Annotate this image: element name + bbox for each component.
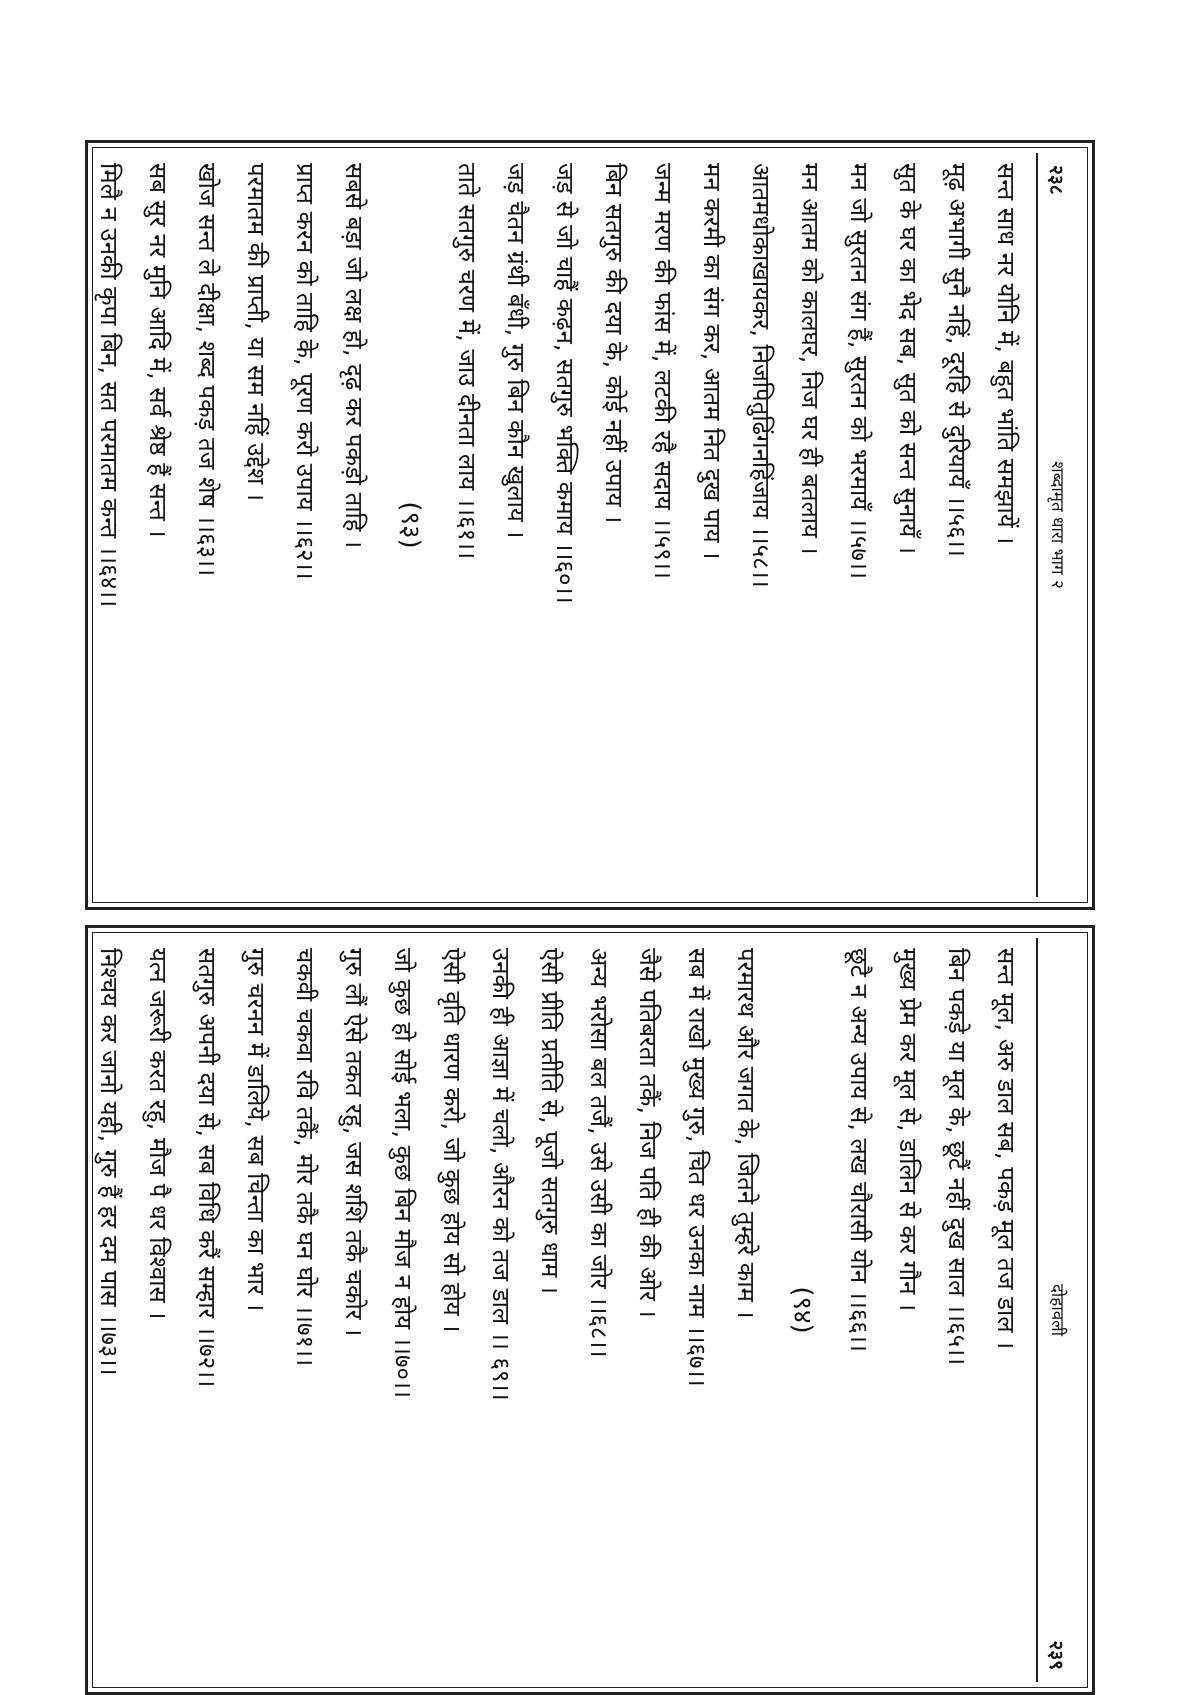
verse-line: मूढ़ अभागी सुनै नहिं, दूरहि से दुरियायँ ।।५६।। — [943, 163, 971, 557]
section-number: (९३) — [395, 501, 425, 549]
verse-line: छूटै न अन्य उपाय से, लख चौरासी योन ।।६६।। — [845, 948, 873, 1353]
verse-line: ऐसी प्रीति प्रतीति से, पूजो सतगुरु धाम । — [536, 948, 564, 1295]
page-header — [1036, 153, 1082, 897]
verse-line: सतगुरु अपनी दया से, सब विधि करैं सम्हार ।।७२।। — [193, 948, 221, 1388]
verse-line: जो कुछ हो सोई भला, कुछ बिन मौज न होय ।।७०।। — [389, 948, 417, 1399]
verse-body — [84, 157, 1030, 893]
page-number: २३९ — [1045, 1640, 1067, 1670]
verse-line: मन जो सुरतन संग हैं, सुरतन को भरमायँ ।।५७।। — [845, 163, 873, 580]
verse-line: सन्त साध नर योनि में, बहुत भांति समझायें । — [992, 163, 1020, 545]
verse-line: सबसे बड़ा जो लक्ष हो, दृढ़ कर पकड़ो ताहि । — [340, 163, 368, 549]
page-header — [1036, 938, 1082, 1682]
section-number: (९४) — [787, 1286, 817, 1334]
verse-line: सब सुर नर मुनि आदि में, सर्व श्रेष्ठ हैं सन्त । — [144, 163, 172, 538]
verse-line: परमातम की प्राप्ती, या सम नहिं उद्देश । — [242, 163, 270, 502]
verse-body — [84, 942, 1030, 1678]
verse-line: जन्म मरण की फांस में, लटकी रहै सदाय ।।५९।। — [649, 163, 677, 579]
verse-line: यत्न जरूरी करत रहु, मौज पै धर विश्वास । — [144, 948, 172, 1320]
verse-line: प्राप्त करन को ताहि के, पूरण करो उपाय ।।६२।। — [291, 163, 319, 580]
verse-line: अन्य भरोसा बल तजैं, उसे उसी का जोर ।।६८।। — [585, 948, 613, 1358]
verse-line: सुत के घर का भेद सब, सुत को सन्त सुनायँ । — [894, 163, 922, 555]
verse-line: जैसे पतिबरता तकैं, निज पति ही की ओर । — [634, 948, 662, 1318]
verse-line: ताते सतगुरु चरण में, जाउ दीनता लाय ।।६१।। — [453, 163, 481, 560]
verse-line: सन्त मूल, अरु डाल सब, पकड़ मूल तज डाल । — [992, 948, 1020, 1350]
page-frame — [85, 925, 1095, 1695]
verse-line: मन करमी का संग कर, आतम नित दुख पाय । — [698, 163, 726, 560]
page-number: २३८ — [1045, 165, 1067, 195]
page-frame — [85, 140, 1095, 910]
verse-line: मिलै न उनकी कृपा बिन, सत परमातम कन्त ।।६४।। — [95, 163, 123, 608]
verse-line: जड़ चैतन ग्रंथी बँधी, गुरु बिन कौन खुलाय । — [502, 163, 530, 539]
top-page — [85, 140, 1095, 910]
verse-line: गुरु लौं ऐसे तकत रहु, जस शशि तकै चकोर । — [340, 948, 368, 1337]
verse-line: निश्चय कर जानो यही, गुरु हैं हर दम पास ।।७३।। — [95, 948, 123, 1376]
verse-line: ऐसी वृति धारण करो, जो कुछ होय सो होय । — [438, 948, 466, 1333]
verse-line: जड़ से जो चाहैं कढ़न, सतगुरु भक्ति कमाय ।।६०।। — [551, 163, 579, 604]
header-title: दोहावली — [1047, 1283, 1067, 1337]
verse-line: मुख्य प्रेम कर मूल से, डालिन से कर गौन । — [894, 948, 922, 1312]
verse-line: बिन पकड़े या मूल के, छूटैं नहीं दुख साल ।।६५।। — [943, 948, 971, 1366]
verse-line: आतमधोकाखायकर, निजपितुढिंगनहिंजाय ।।५८।। — [747, 163, 775, 588]
verse-line: बिन सतगुरु की दया के, कोई नहीं उपाय । — [600, 163, 628, 524]
verse-line: चकवी चकवा रवि तकैं, मोर तकै घन घोर ।।७१।। — [291, 948, 319, 1367]
bottom-page — [85, 925, 1095, 1695]
header-title: शब्दामृत धारा भाग २ — [1047, 461, 1067, 589]
verse-line: खोज सन्त ले दीक्षा, शब्द पकड़ तज शेष ।।६३।। — [193, 163, 221, 577]
verse-line: उनकी ही आज्ञा में चलो, औरन को तज डाल ।। ६९।। — [487, 948, 515, 1401]
verse-line: मन आतम को कालघर, निज घर ही बतलाय । — [796, 163, 824, 555]
verse-line: गुरु चरनन में डालिये, सब चिन्ता का भार । — [242, 948, 270, 1312]
verse-line: परमारथ और जगत के, जितने तुम्हरे काम । — [732, 948, 760, 1319]
verse-line: सब में राखो मुख्य गुरु, चित धर उनका नाम ।।६७।। — [683, 948, 711, 1387]
